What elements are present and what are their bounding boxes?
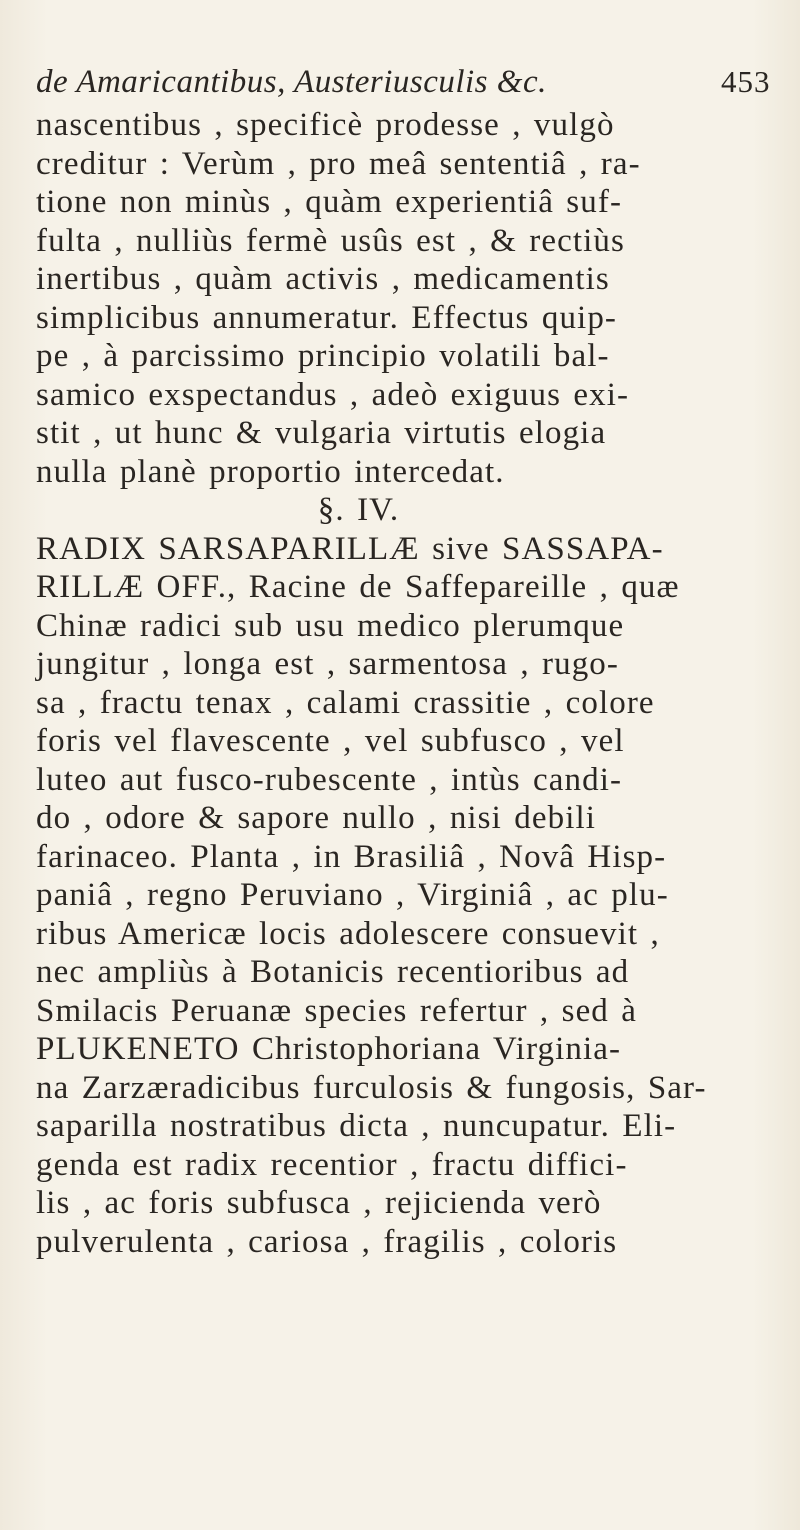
text-line: foris vel flavescente , vel subfusco , vel: [36, 723, 625, 759]
section-heading: §. IV.: [317, 492, 400, 528]
text-line: fulta , nulliùs fermè usûs est , & rectiùs: [36, 222, 625, 259]
text-line: PLUKENETO Christophoriana Virginia-: [36, 1031, 622, 1067]
text-line: do , odore & sapore nullo , nisi debili: [36, 800, 596, 836]
body-text: [36, 106, 776, 1261]
text-line: simplicibus annumeratur. Effectus quip-: [36, 299, 618, 336]
text-line: sa , fractu tenax , calami crassitie , colore: [36, 684, 655, 721]
text-line: lis , ac foris subfusca , rejicienda verò: [36, 1185, 602, 1221]
text-line: paniâ , regno Peruviano , Virginiâ , ac plu-: [36, 877, 669, 913]
text-line: nascentibus , specificè prodesse , vulgò: [36, 107, 615, 143]
text-line: tione non minùs , quàm experientiâ suf-: [36, 184, 623, 220]
text-line: pulverulenta , cariosa , fragilis , coloris: [36, 1223, 618, 1260]
running-title: de Amaricantibus, Austeriusculis &c.: [36, 64, 547, 100]
text-line: genda est radix recentior , fractu diffici-: [36, 1146, 628, 1183]
text-line: jungitur , longa est , sarmentosa , rugo-: [36, 646, 619, 682]
text-line: saparilla nostratibus dicta , nuncupatur. Eli-: [36, 1108, 677, 1144]
text-line: stit , ut hunc & vulgaria virtutis elogia: [36, 415, 607, 451]
text-line: farinaceo. Planta , in Brasiliâ , Novâ Hisp-: [36, 838, 667, 875]
page-header: [36, 64, 771, 104]
text-line: RILLÆ OFF., Racine de Saffepareille , quæ: [36, 569, 680, 605]
text-line: Smilacis Peruanæ species refertur , sed à: [36, 992, 638, 1029]
text-line: ribus Americæ locis adolescere consuevit ,: [36, 915, 660, 952]
text-line: inertibus , quàm activis , medicamentis: [36, 261, 610, 297]
text-line: creditur : Verùm , pro meâ sententiâ , ra-: [36, 145, 641, 182]
text-line: samico exspectandus , adeò exiguus exi-: [36, 376, 630, 413]
page-number: 453: [721, 64, 771, 99]
text-line: Chinæ radici sub usu medico plerumque: [36, 607, 625, 644]
text-line: na Zarzæradicibus furculosis & fungosis, Sar-: [36, 1069, 707, 1106]
text-line: luteo aut fusco-rubescente , intùs candi-: [36, 761, 623, 798]
text-line: pe , à parcissimo principio volatili bal-: [36, 338, 610, 374]
text-line: nulla planè proportio intercedat.: [36, 453, 505, 490]
text-line: RADIX SARSAPARILLÆ sive SASSAPA-: [36, 530, 664, 567]
text-line: nec ampliùs à Botanicis recentioribus ad: [36, 954, 630, 990]
